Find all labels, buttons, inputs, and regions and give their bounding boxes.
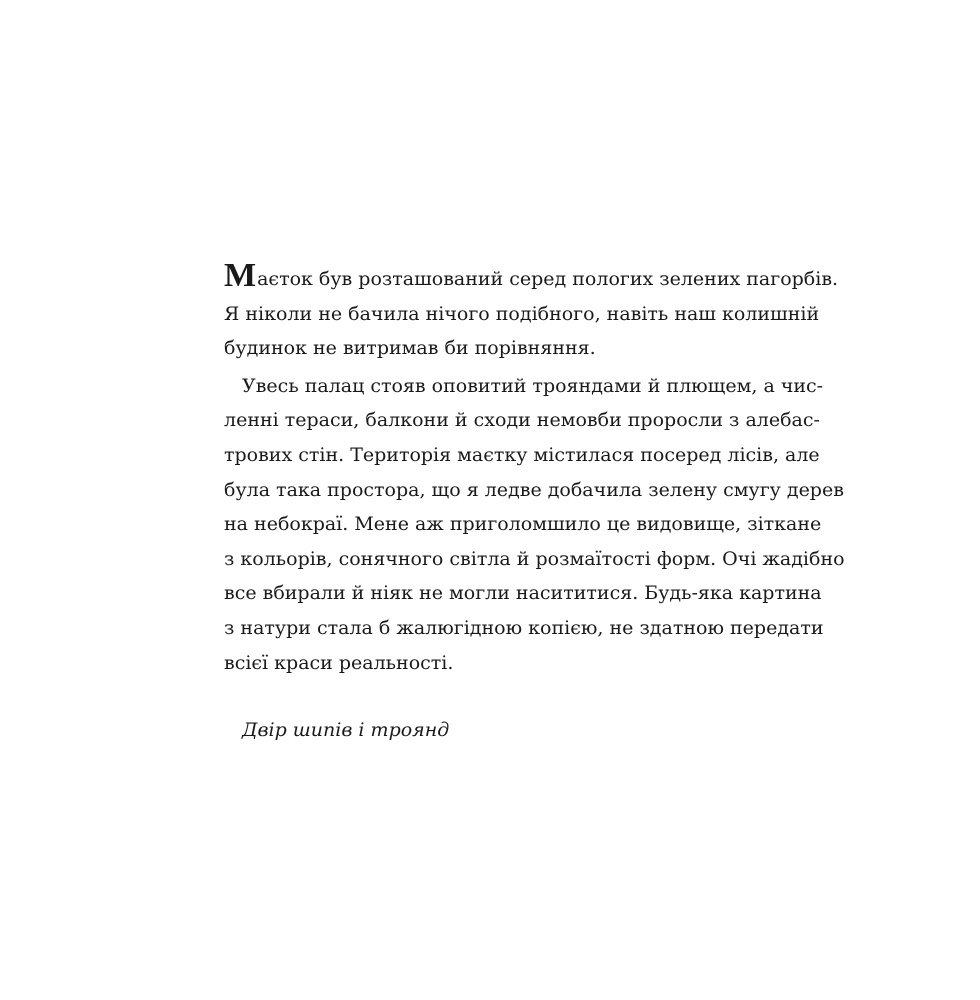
text-line: всієї краси реальності. bbox=[224, 651, 454, 674]
text-line: Я ніколи не бачила нічого подібного, навіть наш колишній bbox=[224, 302, 820, 325]
text-line: з кольорів, сонячного світла й розмаїтості форм. Очі жадібно bbox=[224, 547, 845, 570]
text-line: Увесь палац стояв оповитий трояндами й плющем, а чис- bbox=[242, 374, 824, 397]
text-line: трових стін. Територія маєтку містилася посеред лісів, але bbox=[224, 443, 820, 466]
text-line: ленні тераси, балкони й сходи немовби проросли з алебас- bbox=[224, 409, 820, 432]
text-line: була така простора, що я ледве добачила зелену смугу дерев bbox=[224, 478, 844, 501]
source-attribution: Двір шипів і троянд bbox=[242, 719, 450, 741]
text-line: Маєток був розташований серед пологих зелених пагорбів. bbox=[224, 257, 839, 294]
text-line: на небокраї. Мене аж приголомшило це видовище, зіткане bbox=[224, 513, 822, 536]
text-line: з натури стала б жалюгідною копією, не здатною передати bbox=[224, 616, 824, 639]
drop-cap: М bbox=[224, 257, 257, 294]
text-line: будинок не витримав би порівняння. bbox=[224, 337, 596, 360]
quote-text bbox=[224, 257, 845, 680]
text-line: все вбирали й ніяк не могли насититися. Будь-яка картина bbox=[224, 582, 822, 605]
